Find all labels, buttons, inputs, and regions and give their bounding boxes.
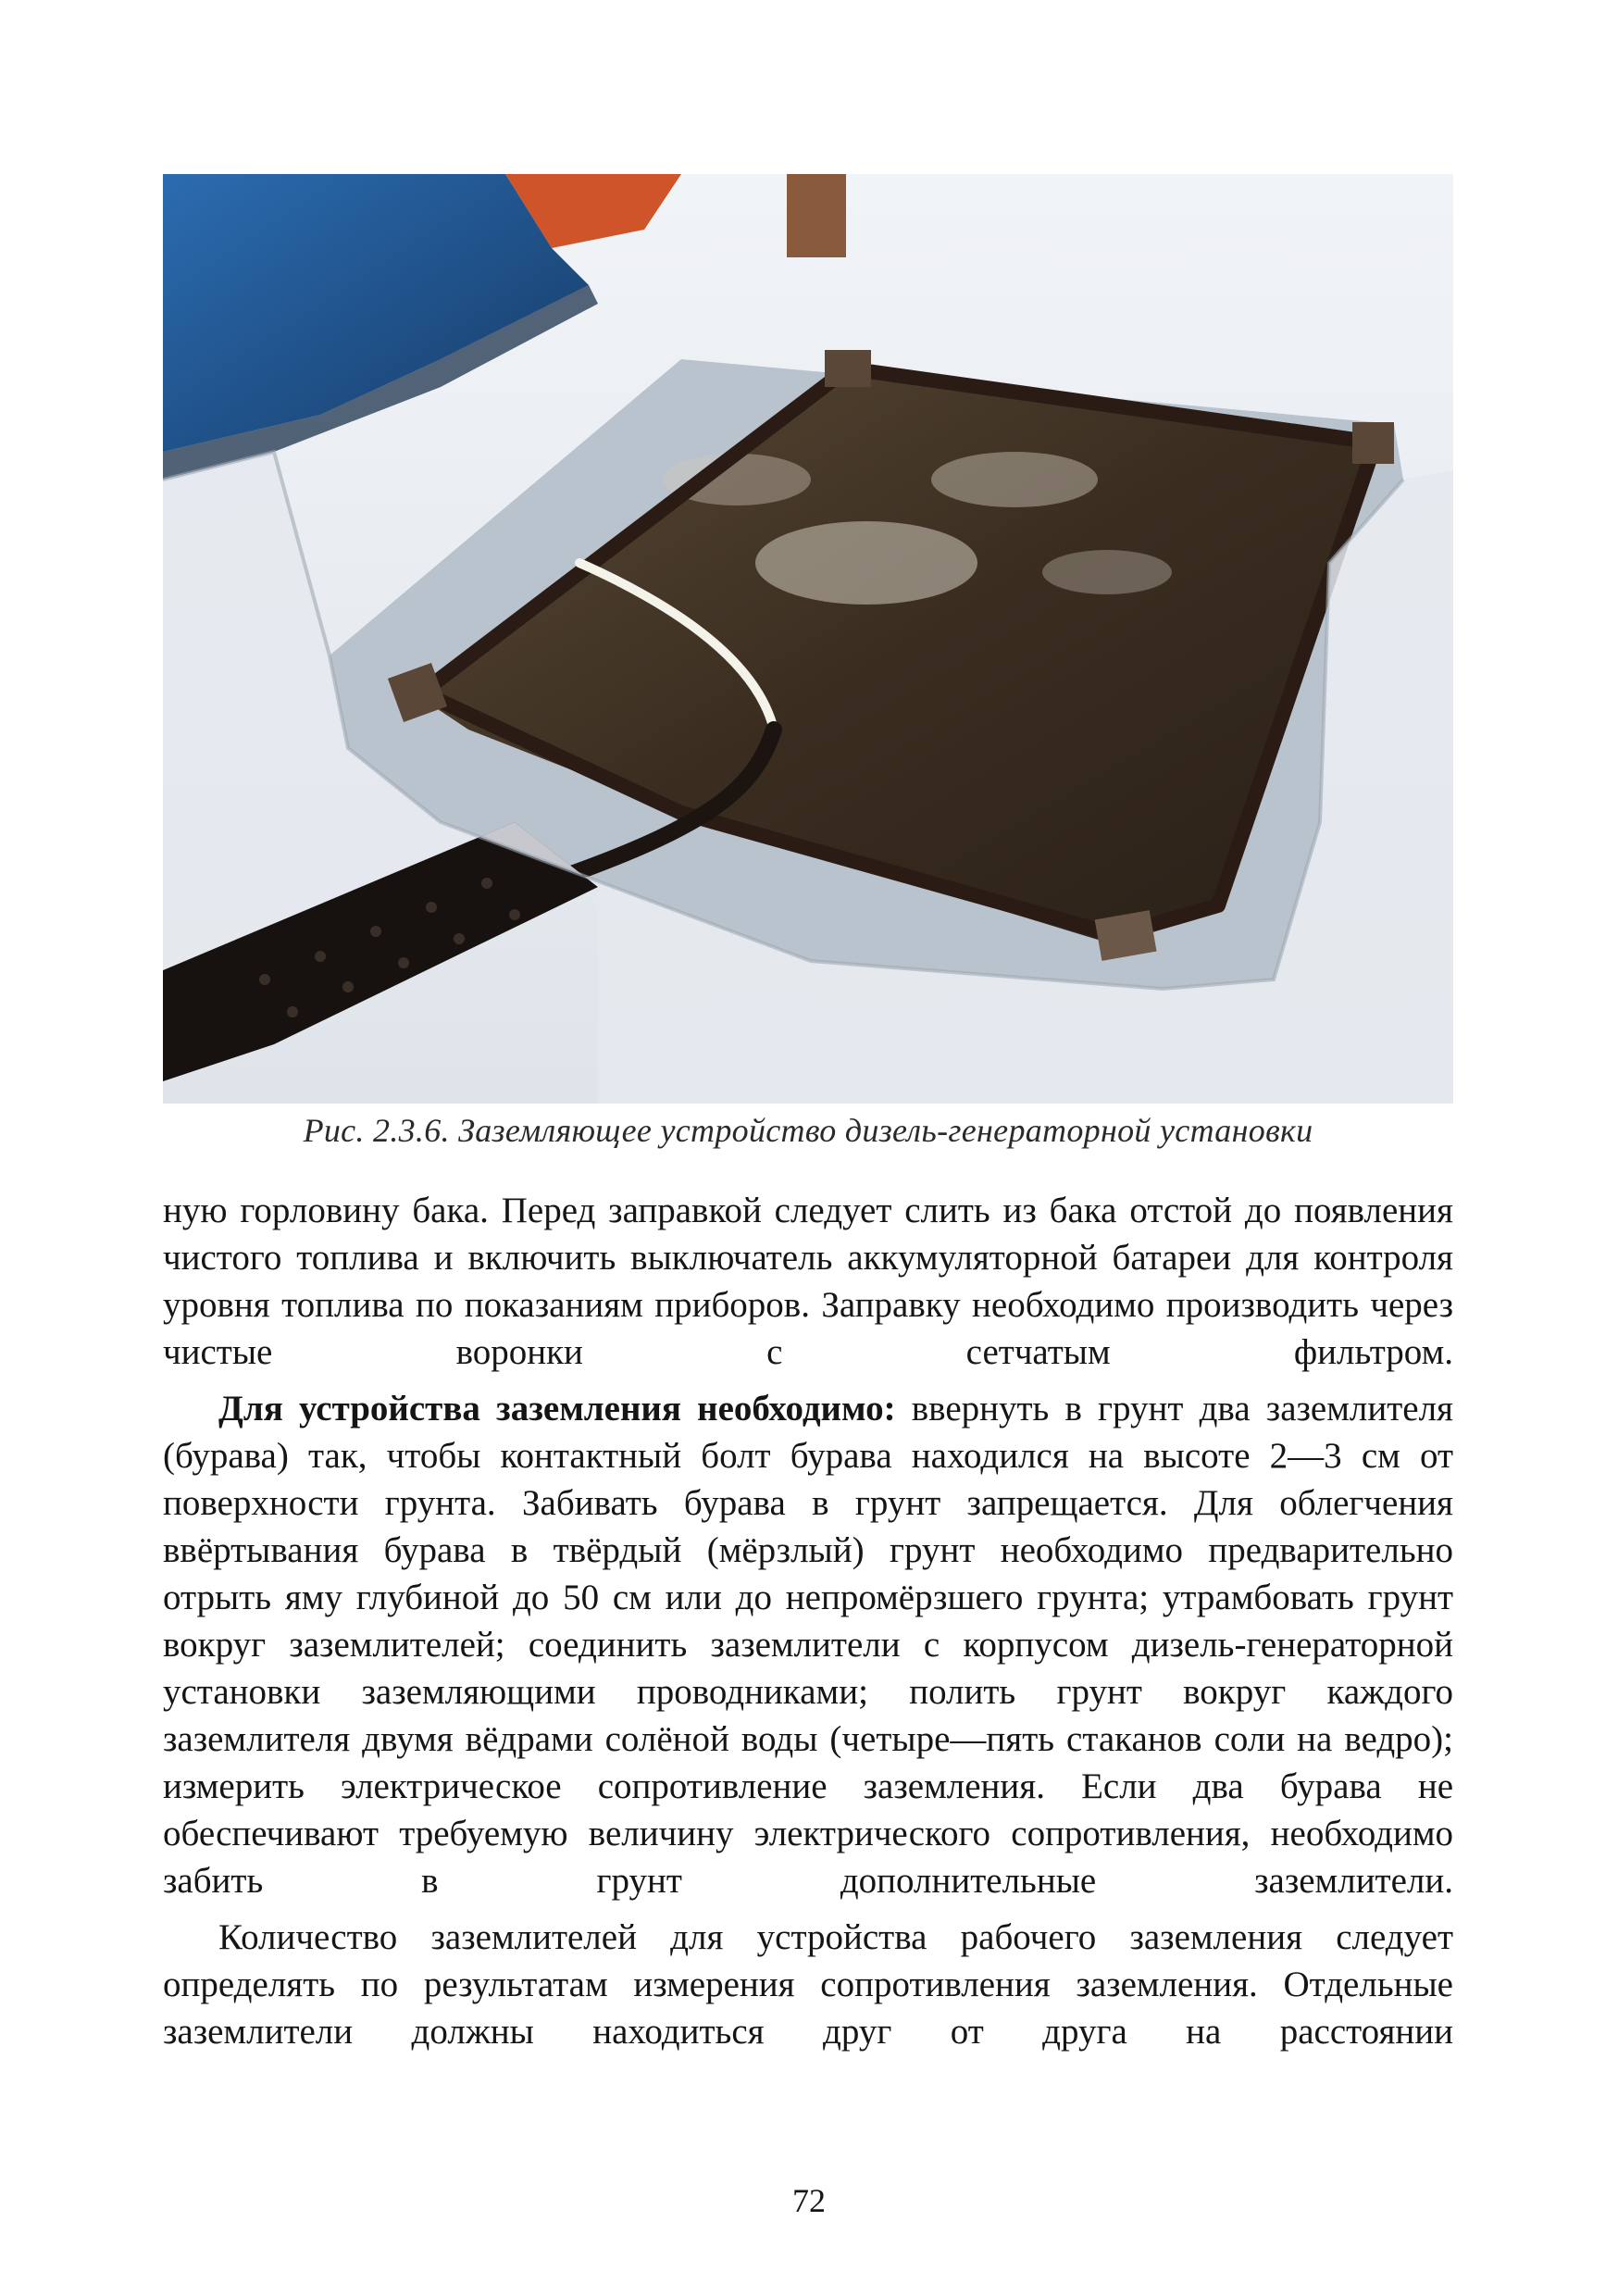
paragraph xyxy=(163,1914,1453,2055)
paragraph-text: ввернуть в грунт два заземлителя (бурава) так, чтобы контактный болт бурава находился на высоте 2—3 см от поверхности грунта. Забивать бурава в грунт запрещается. Для облегчения ввёртывания бурава в твёрдый (мёрзлый) грунт необходимо предварительно отрыть яму глубиной до 50 см или до непромёрзшего грунта; утрамбовать грунт вокруг заземлителей; соединить заземлители с корпусом дизель-генераторной установки заземляющими проводниками; полить грунт вокруг каждого заземлителя двумя вёдрами солёной воды (четыре—пять стаканов соли на ведро); измерить электрическое сопротивление заземления. Если два бурава не обеспечивают требуемую величину электрического сопротивления, необходимо забить в грунт дополнительные заземлители. xyxy=(163,1389,1453,1901)
frost-patch xyxy=(755,521,977,605)
page-number: 72 xyxy=(792,2182,826,2219)
grounding-device-photo xyxy=(163,174,1453,1104)
figure-photo xyxy=(163,174,1453,1104)
frame-plate xyxy=(1352,422,1394,464)
frost-patch xyxy=(1042,550,1172,594)
frame-plate xyxy=(825,350,871,387)
paragraph-text: ную горловину бака. Перед заправкой следует слить из бака отстой до появления чистого топлива и включить выключатель аккумуляторной батареи для контроля уровня топлива по показаниям приборов. Заправку необходимо производить через чистые воронки с сетчатым фильтром. xyxy=(163,1191,1453,1372)
paragraph-lead: Для устройства заземления необходимо: xyxy=(218,1389,896,1429)
tree-trunk xyxy=(787,174,846,257)
paragraph-text: Количество заземлителей для устройства рабочего заземления следует определять по результатам измерения сопротивления заземления. Отдельные заземлители должны находиться друг от друга на расстоянии xyxy=(163,1917,1453,2052)
figure-caption: Рис. 2.3.6. Заземляющее устройство дизель-генераторной установки xyxy=(303,1112,1313,1149)
paragraph xyxy=(163,1385,1453,1904)
body-text xyxy=(163,1187,1453,2055)
frost-patch xyxy=(931,452,1098,507)
paragraph xyxy=(163,1187,1453,1376)
